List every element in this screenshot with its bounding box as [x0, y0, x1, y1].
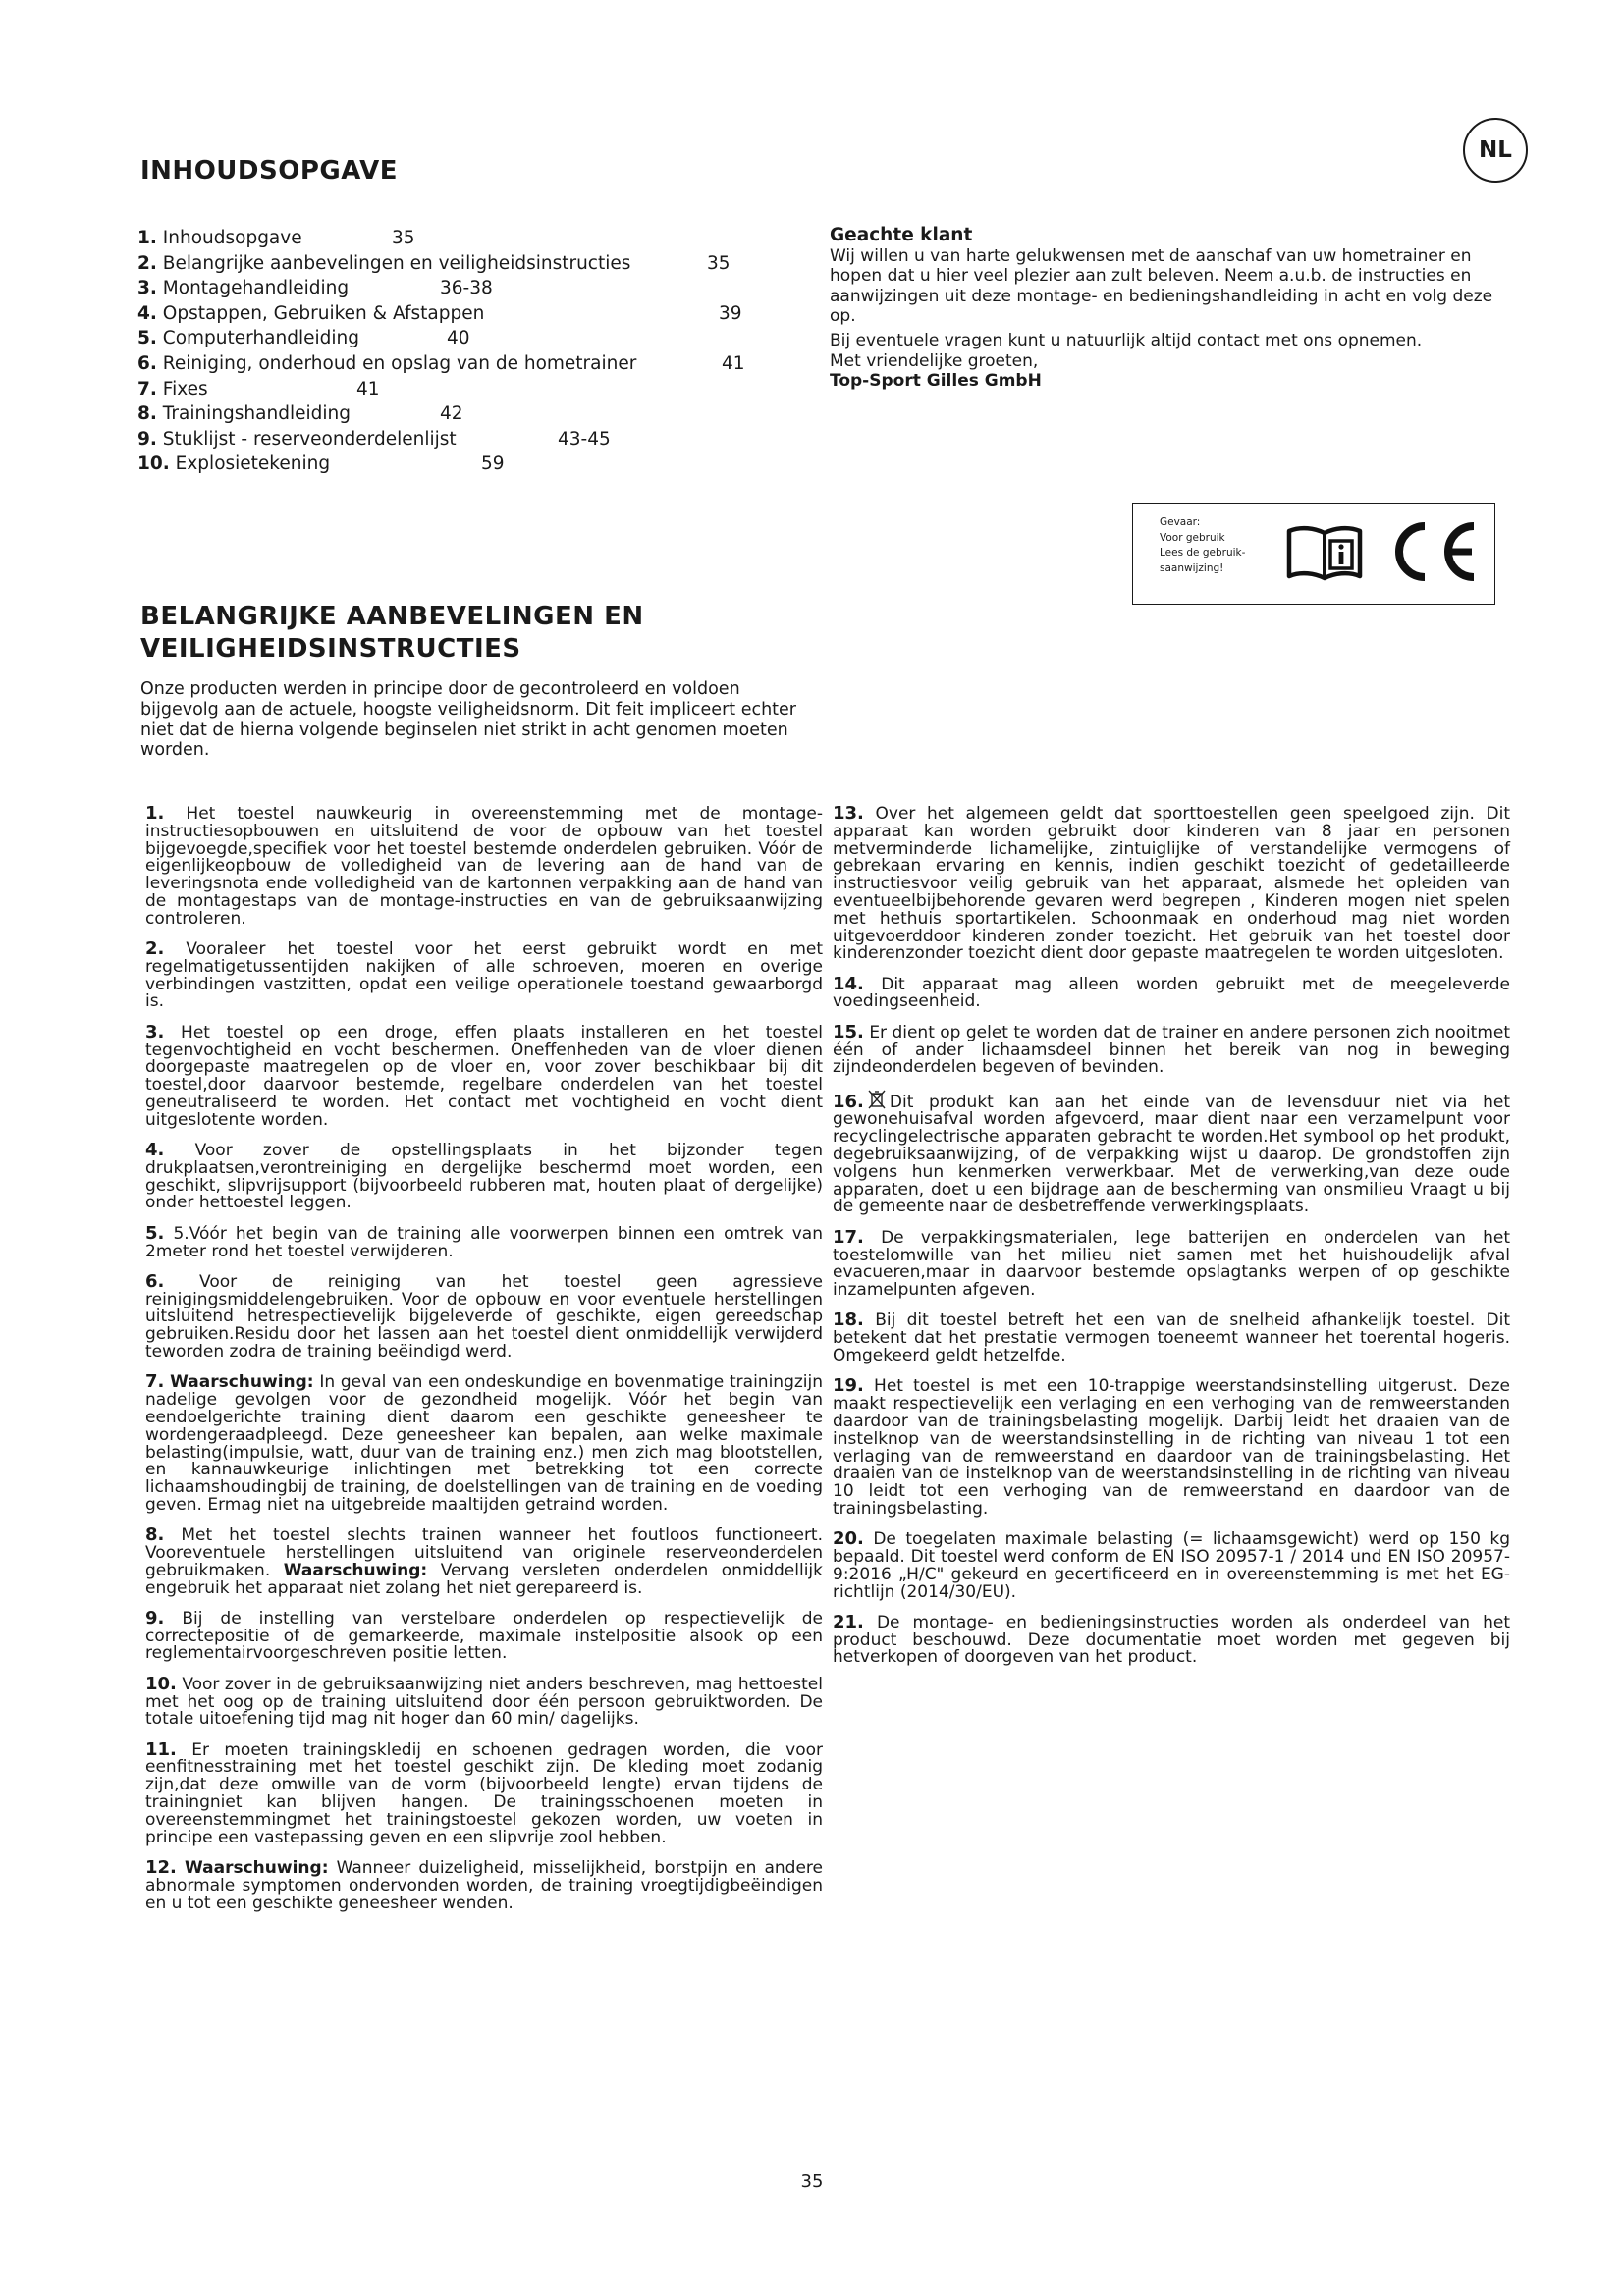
safety-item	[145, 1142, 823, 1212]
safety-item-text: Bij de instelling van verstelbare onderdelen op respectievelijk de correctepositie of de gemarkeerde, maximale instelpositie alsook op een reglementairvoorgeschreven positie letten.	[145, 1608, 824, 1664]
greeting-closing: Met vriendelijke groeten,	[830, 350, 1039, 371]
warning-line: Voor gebruik	[1160, 531, 1225, 544]
safety-item-text: De verpakkingsmaterialen, lege batterijen en onderdelen van het toestelomwille van het milieu niet samen met het huishoudelijk afval evacueren,maar in daarvoor bestemde opslagtanks werpen of op geschikte inzamelpunten afgeven.	[833, 1227, 1510, 1301]
toc-item-number: 7.	[137, 378, 157, 400]
greeting-questions: Bij eventuele vragen kunt u natuurlijk altijd contact met ons opnemen.	[830, 330, 1423, 350]
safety-item-number: 5.	[145, 1222, 165, 1244]
safety-item-number: 4.	[145, 1140, 165, 1161]
safety-item-number: 13.	[833, 803, 864, 824]
safety-item	[145, 1021, 823, 1130]
safety-item	[145, 1373, 823, 1514]
safety-item-text: Vervang versleten onderdelen onmiddellijk engebruik het apparaat niet zolang het niet gerepareerd is.	[145, 1560, 823, 1598]
safety-item-number: 12.	[145, 1856, 177, 1878]
toc-item-page: 35	[707, 252, 731, 274]
safety-item-number: 8.	[145, 1524, 165, 1546]
toc-item-page: 35	[392, 228, 415, 248]
safety-item-number: 20.	[833, 1528, 864, 1550]
safety-warning-label: Waarschuwing:	[170, 1372, 314, 1393]
greeting-body: Wij willen u van harte gelukwensen met de aanschaf van uw hometrainer en hopen dat u hier veel plezier aan zult beleven. Neem a.u.b. de instructies en aanwijzingen uit deze montage- en bedieningshandleiding in acht en volg deze op.	[830, 245, 1493, 327]
safety-item-number: 3.	[145, 1021, 165, 1042]
toc-item-label: Explosietekening	[175, 454, 331, 475]
safety-item-text: Er dient op gelet te worden dat de trainer en andere personen zich nooitmet één of ander lichaamsdeel binnen het bereik van nog in beweging zijndeonderdelen begeven of bevinden.	[833, 1022, 1511, 1078]
safety-item	[833, 1530, 1510, 1601]
toc-item-number: 6.	[137, 352, 157, 374]
safety-item	[833, 1377, 1510, 1518]
safety-item	[145, 940, 823, 1011]
safety-item-number: 15.	[833, 1021, 864, 1042]
toc-item-page: 43-45	[558, 428, 611, 450]
safety-item-number: 1.	[145, 803, 165, 824]
safety-column-left	[145, 805, 823, 1925]
safety-item-text: Voor zover in de gebruiksaanwijzing niet anders beschreven, mag hettoestel met het oog op de training uitsluitend door één persoon gebruiktworden. De totale uitoefening tijd mag nit hoger dan 60 min/ dagelijks.	[145, 1674, 823, 1730]
safety-item-text: Over het algemeen geldt dat sporttoestellen geen speelgoed zijn. Dit apparaat kan worden gebruikt door kinderen van 8 jaar en personen metverminderde lichamelijke, zintuiglijke of verstandelijke vermogens of gebrekaan ervaring en kennis, indien geschikt toezicht of gedetailleerde instructiesvoor veilig gebruik van het apparaat, alsmede het opleiden van eventueelbijbehorende gevaren werd begrepen , Kinderen mogen niet spelen met hethuis sportartikelen. Schoonmaak en onderhoud mag niet worden uitgevoerddoor kinderen zonder toezicht. Het gebruik van het toestel door kinderenzonder toezicht dient door gepaste maatregelen te worden uitgesloten.	[833, 804, 1510, 964]
toc-item-page: 36-38	[440, 278, 493, 299]
warning-text	[1160, 515, 1268, 576]
toc-item	[137, 251, 766, 277]
toc-item-page: 41	[722, 352, 745, 374]
safety-item	[833, 973, 1510, 1012]
safety-item-text: Voor zover de opstellingsplaats in het bijzonder tegen drukplaatsen,verontreiniging en dergelijke beschermd moet worden, een geschikt, slipvrijsupport (bijvoorbeeld rubberen mat, houten plaat of dergelijke) onder hettoestel leggen.	[145, 1141, 823, 1213]
toc-item-number: 5.	[137, 328, 157, 349]
toc-item-number: 9.	[137, 428, 157, 450]
safety-item-number: 18.	[833, 1309, 864, 1331]
safety-item-number: 21.	[833, 1611, 864, 1632]
safety-item	[833, 1226, 1510, 1301]
toc-item	[137, 452, 766, 477]
safety-warning-label: Waarschuwing:	[185, 1857, 329, 1878]
manual-info-icon	[1285, 523, 1364, 582]
safety-section-title	[140, 601, 644, 665]
safety-item-text: De toegelaten maximale belasting (= lichaamsgewicht) werd op 150 kg bepaald. Dit toestel werd conform de EN ISO 20957-1 / 2014 und EN ISO 20957-9:2016 „H/C" gekeurd en gecertificeerd en in overeenstemming is met het EG-richtlijn (2014/30/EU).	[833, 1529, 1510, 1602]
safety-item-text: 5.Vóór het begin van de training alle voorwerpen binnen een omtrek van 2meter rond het toestel verwijderen.	[145, 1223, 824, 1261]
safety-item	[145, 1673, 823, 1730]
safety-item-text: Het toestel is met een 10-trappige weerstandsinstelling uitgerust. Deze maakt respectievelijk een verlaging en een verhoging van de remweerstanden daardoor van de trainingsbelasting mogelijk. Darbij leidt het draaien van de instelknop van de weerstandsinstelling in de richting van niveau 1 tot een verlaging van de remweerstand en daardoor van de trainingsbelasting. Het draaien van de instelknop van de weerstandsinstelling in de richting van niveau 10 leidt tot een verhoging van de remweerstand en daardoor van de trainingsbelasting.	[833, 1376, 1511, 1519]
toc-item	[137, 301, 766, 327]
safety-item-text: De montage- en bedieningsinstructies worden als onderdeel van het product beschouwd. Deze documentatie moet worden met gegeven bij hetverkopen of doorgeven van het product.	[833, 1612, 1510, 1668]
safety-item-text: Dit apparaat mag alleen worden gebruikt met de meegeleverde voedingseenheid.	[833, 974, 1510, 1012]
toc-item-number: 8.	[137, 403, 157, 425]
safety-item	[145, 1222, 824, 1261]
warning-line: Gevaar:	[1160, 516, 1201, 528]
safety-warning-label: Waarschuwing:	[283, 1560, 428, 1580]
safety-item-number: 17.	[833, 1226, 864, 1248]
toc-item	[137, 226, 766, 251]
safety-item	[145, 1270, 823, 1362]
safety-item	[145, 805, 823, 929]
warning-line: saanwijzing!	[1160, 561, 1224, 574]
toc-item-number: 2.	[137, 252, 157, 274]
language-badge: NL	[1463, 118, 1528, 183]
safety-item-number: 19.	[833, 1375, 864, 1397]
safety-item	[833, 1021, 1511, 1078]
safety-item-text: Het toestel nauwkeurig in overeenstemming met de montage-instructiesopbouwen en uitsluitend de voor de opbouw van het toestel bijgevoegde,specifiek voor het toestel bestemde onderdelen gebruiken. Vóór de eigenlijkeopbouw de volledigheid van de levering aan de hand van de leveringsnota ende volledigheid van de kartonnen verpakking aan de hand van de montagestaps van de montage-instructies en van de gebruiksaanwijzing controleren.	[145, 804, 823, 929]
toc-item-page: 41	[356, 378, 380, 400]
safety-item-number: 11.	[145, 1738, 177, 1760]
page-number: 35	[800, 2171, 824, 2192]
warning-line: Lees de gebruik-	[1160, 547, 1246, 559]
safety-item	[833, 1311, 1510, 1364]
greeting-block	[830, 226, 1497, 392]
safety-column-right	[833, 805, 1510, 1680]
safety-intro: Onze producten werden in principe door de gecontroleerd en voldoen bijgevolg aan de actuele, hoogste veiligheidsnorm. Dit feit impliceert echter niet dat de hierna volgende beginselen niet strikt in acht genomen moeten worden.	[140, 679, 796, 761]
toc-item-label: Computerhandleiding	[162, 328, 359, 349]
safety-item-number: 14.	[833, 973, 864, 994]
safety-item-text: Dit produkt kan aan het einde van de levensduur niet via het gewonehuisafval worden afgevoerd, maar dient naar een verzamelpunt voor recyclingelectrische apparaten gebracht te worden.Het symbool op het produkt, degebruiksaanwijzing, of de verpakking wijst u daarop. De grondstoffen zijn volgens hun kenmerken verwerkbaar. Met de verwerking,van deze oude apparaten, doet u een bijdrage aan de bescherming van onsmilieu Vraagt u bij de gemeente naar de desbetreffende verwerkingsplaats.	[833, 1092, 1510, 1217]
safety-item-text: Vooraleer het toestel voor het eerst gebruikt wordt en met regelmatigetussentijden nakijken of alle schroeven, moeren en overige verbindingen vastzitten, opdat een veilige operationele toestand gewaarborgd is.	[145, 939, 824, 1012]
toc-item-number: 10.	[137, 454, 170, 475]
toc-item-number: 3.	[137, 278, 157, 299]
toc-item-page: 40	[447, 328, 470, 349]
safety-item	[833, 1611, 1510, 1668]
safety-item-text: Bij dit toestel betreft het een van de snelheid afhankelijk toestel. Dit betekent dat het prestatie vermogen toeneemt wanneer het toerental hogeris. Omgekeerd geldt hetzelfde.	[833, 1310, 1511, 1366]
toc-item	[137, 276, 766, 301]
toc-item	[137, 427, 766, 453]
toc-item-label: Trainingshandleiding	[162, 403, 351, 425]
safety-title-line: VEILIGHEIDSINSTRUCTIES	[140, 633, 521, 664]
table-of-contents	[137, 226, 766, 477]
greeting-title: Geachte klant	[830, 225, 973, 245]
safety-item-text: Met het toestel slechts trainen wanneer het foutloos functioneert. Vooreventuele herstellingen uitsluitend van originele reserveonderdelen gebruikmaken.	[145, 1525, 823, 1580]
toc-item-number: 4.	[137, 302, 157, 324]
toc-item-label: Inhoudsopgave	[162, 228, 302, 248]
toc-item-page: 42	[440, 403, 463, 425]
toc-item-page: 39	[719, 302, 742, 324]
safety-item-number: 2.	[145, 938, 165, 960]
safety-item	[833, 805, 1510, 963]
safety-item-number: 10.	[145, 1673, 177, 1694]
safety-item	[145, 1856, 823, 1913]
safety-title-line: BELANGRIJKE AANBEVELINGEN EN	[140, 602, 644, 631]
toc-title: INHOUDSOPGAVE	[140, 156, 398, 186]
company-signature: Top-Sport Gilles GmbH	[830, 371, 1042, 392]
crossed-bin-icon	[868, 1090, 886, 1109]
ce-mark-icon	[1381, 517, 1480, 586]
safety-item-number: 7.	[145, 1371, 165, 1393]
safety-item-number: 16.	[833, 1091, 864, 1112]
safety-item-text: Wanneer duizeligheid, misselijkheid, borstpijn en andere abnormale symptomen ondervonden worden, de training vroegtijdigbeëindigen en u tot een geschikte geneesheer wenden.	[145, 1857, 823, 1913]
safety-item	[145, 1607, 824, 1664]
toc-item	[137, 401, 766, 427]
toc-item-label: Reiniging, onderhoud en opslag van de hometrainer	[162, 352, 637, 374]
safety-item-text: In geval van een ondeskundige en bovenmatige trainingzijn nadelige gevolgen voor de gezondheid mogelijk. Vóór het begin van eendoelgerichte training dient daarom een geschikte geneesheer te wordengeraadpleegd. Deze geneesheer kan bepalen, aan welke maximale belasting(impulsie, watt, duur van de training enz.) men zich mag blootstellen, en kannauwkeurige inlichtingen met betrekking tot een correcte lichaamshoudingbij de training, de doelstellingen van de training en de voeding geven. Ermag niet na uitgebreide maaltijden getraind worden.	[145, 1372, 824, 1515]
toc-item-label: Opstappen, Gebruiken & Afstappen	[162, 302, 485, 324]
toc-item	[137, 351, 766, 377]
safety-item	[145, 1526, 823, 1597]
safety-item-number: 6.	[145, 1270, 165, 1292]
toc-item-page: 59	[481, 454, 505, 475]
toc-item-label: Stuklijst - reserveonderdelenlijst	[162, 428, 457, 450]
toc-item	[137, 326, 766, 351]
safety-item-text: Voor de reiniging van het toestel geen agressieve reinigingsmiddelengebruiken. Voor de opbouw en voor eventuele herstellingen uitsluitend hetrespectievelijk bijgeleverde of geschikte, eigen gereedschap gebruiken.Residu door het lassen aan het toestel dient onmiddellijk verwijderd teworden zodra de training beëindigd werd.	[145, 1271, 823, 1362]
toc-item-label: Belangrijke aanbevelingen en veiligheidsinstructies	[162, 252, 631, 274]
toc-item-label: Montagehandleiding	[162, 278, 350, 299]
safety-item-text: Het toestel op een droge, effen plaats installeren en het toestel tegenvochtigheid en vocht beschermen. Oneffenheden van de vloer dienen doorgepaste maatregelen op de vloer en, voor zover beschikbaar bij dit toestel,door daarvoor bestemde, regelbare onderdelen van het toestel geneutraliseerd te worden. Het contact met vochtigheid en vocht dient uitgeslotente worden.	[145, 1022, 823, 1130]
toc-item-number: 1.	[137, 228, 157, 248]
safety-item	[145, 1738, 824, 1847]
safety-item	[833, 1090, 1510, 1217]
toc-item-label: Fixes	[162, 378, 208, 400]
safety-item-number: 9.	[145, 1607, 165, 1629]
safety-item-text: Er moeten trainingskledij en schoenen gedragen worden, die voor eenfitnesstraining met het toestel geschikt zijn. De kleding moet zodanig zijn,dat deze omwille van de vorm (bijvoorbeeld lengte) ervan tijdens de trainingniet kan blijven hangen. De trainingsschoenen moeten in overeenstemmingmet het trainingstoestel gekozen worden, uw voeten in principe een vastepassing geven en een slipvrije zool hebben.	[145, 1739, 824, 1847]
toc-item	[137, 377, 766, 402]
warning-box	[1132, 503, 1495, 605]
